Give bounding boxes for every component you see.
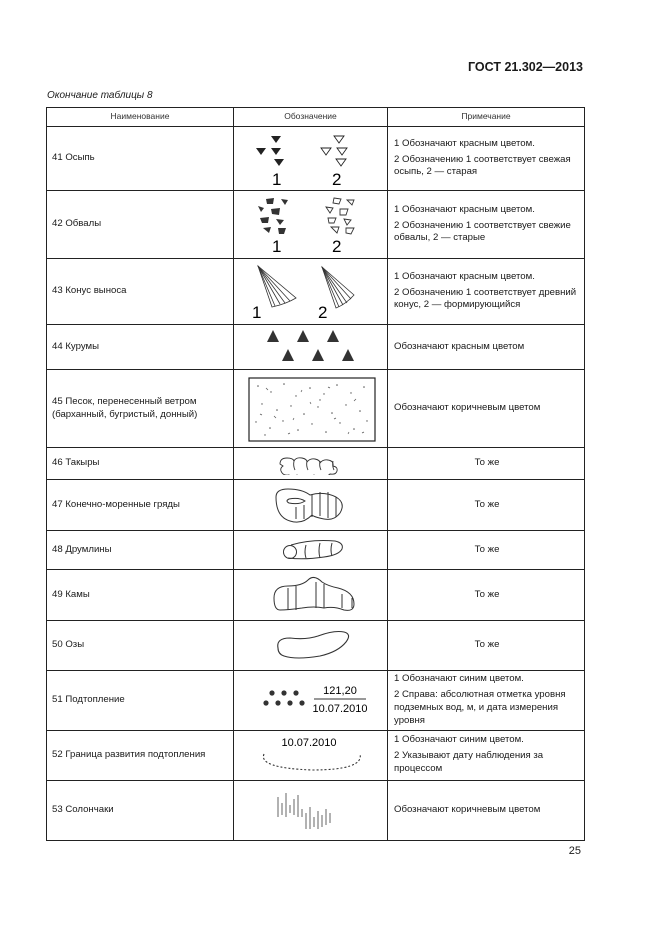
row-name: 51 Подтопление	[47, 671, 234, 731]
row-name: 44 Курумы	[47, 325, 234, 370]
row-note	[388, 671, 585, 731]
note-line: То же	[474, 457, 500, 469]
row-symbol	[234, 570, 388, 621]
row-note	[388, 259, 585, 325]
note-line: 2 Справа: абсолютная отметка уровня подземных вод, м, и дата измерения уровня	[394, 688, 566, 726]
row-symbol	[234, 621, 388, 671]
row-note	[388, 127, 585, 191]
note-line: 2 Обозначению 1 соответствует свежая осыпь, 2 — старая	[394, 153, 571, 178]
note-line: 1 Обозначают красным цветом.	[394, 203, 535, 215]
row-name: 41 Осыпь	[47, 127, 234, 191]
row-note	[388, 448, 585, 480]
row-symbol	[234, 259, 388, 325]
row-note	[388, 480, 585, 531]
note-line: То же	[474, 543, 500, 555]
row-name: 53 Солончаки	[47, 780, 234, 840]
observation-date-label: 10.07.2010	[280, 737, 337, 750]
takyr-symbol	[236, 453, 386, 475]
row-name: 52 Граница развития подтопления	[47, 730, 234, 780]
row-name: 45 Песок, перенесенный ветром (барханный, бугристый, донный)	[47, 370, 234, 448]
row-note	[388, 570, 585, 621]
page-number: 25	[568, 845, 581, 857]
row-symbol	[234, 730, 388, 780]
solonchak-symbol	[236, 783, 386, 837]
wind-sand-symbol	[236, 374, 386, 444]
note-line: 1 Обозначают синим цветом.	[394, 673, 524, 684]
row-symbol	[234, 370, 388, 448]
row-name: 42 Обвалы	[47, 191, 234, 259]
table-row	[47, 127, 585, 191]
kurum-symbol	[236, 327, 386, 367]
note-line: 2 Указывают дату наблюдения за процессом	[394, 750, 544, 775]
row-note	[388, 730, 585, 780]
row-symbol	[234, 191, 388, 259]
column-header-name: Наименование	[47, 108, 234, 127]
note-line: 1 Обозначают красным цветом.	[394, 270, 535, 282]
note-line: То же	[474, 588, 500, 600]
table-row	[47, 259, 585, 325]
symbols-table	[46, 107, 585, 841]
symbol-label: 2	[331, 169, 341, 189]
symbol-label: 1	[271, 236, 281, 256]
row-symbol	[234, 531, 388, 570]
row-note	[388, 370, 585, 448]
table-row	[47, 531, 585, 570]
row-symbol	[234, 780, 388, 840]
column-header-symbol: Обозначение	[234, 108, 388, 127]
row-symbol	[234, 671, 388, 731]
row-name: 48 Друмлины	[47, 531, 234, 570]
table-row	[47, 191, 585, 259]
row-symbol	[234, 480, 388, 531]
note-line: То же	[474, 639, 500, 651]
row-name: 47 Конечно-моренные гряды	[47, 480, 234, 531]
table-row	[47, 730, 585, 780]
row-symbol	[234, 127, 388, 191]
row-note	[388, 191, 585, 259]
table-row	[47, 671, 585, 731]
table-row	[47, 621, 585, 671]
measurement-date-label: 10.07.2010	[311, 703, 368, 716]
row-name: 46 Такыры	[47, 448, 234, 480]
symbol-label: 2	[331, 236, 341, 256]
row-name: 49 Камы	[47, 570, 234, 621]
scree-symbol	[236, 129, 386, 189]
note-line: То же	[474, 498, 500, 510]
table-row	[47, 780, 585, 840]
note-line: 2 Обозначению 1 соответствует древний конус, 2 — формирующийся	[394, 286, 577, 311]
note-line: Обозначают красным цветом	[394, 340, 525, 352]
row-name: 50 Озы	[47, 621, 234, 671]
note-line: 2 Обозначению 1 соответствует свежие обвалы, 2 — старые	[394, 219, 571, 244]
note-line: Обозначают коричневым цветом	[394, 803, 541, 815]
esker-symbol	[236, 626, 386, 666]
note-line: Обозначают коричневым цветом	[394, 402, 541, 414]
symbol-label: 1	[271, 169, 281, 189]
table-row	[47, 370, 585, 448]
note-line: 1 Обозначают красным цветом.	[394, 137, 535, 149]
row-note	[388, 325, 585, 370]
waterlogging-boundary-symbol	[236, 734, 386, 776]
table-row	[47, 480, 585, 531]
note-line: 1 Обозначают синим цветом.	[394, 734, 524, 746]
column-header-note: Примечание	[388, 108, 585, 127]
row-note	[388, 531, 585, 570]
document-code: ГОСТ 21.302—2013	[467, 60, 583, 74]
waterlogging-symbol	[236, 675, 386, 725]
symbol-label: 1	[251, 302, 261, 322]
row-symbol	[234, 448, 388, 480]
row-note	[388, 780, 585, 840]
table-row	[47, 570, 585, 621]
rockfall-symbol	[236, 194, 386, 256]
table-row	[47, 448, 585, 480]
symbol-label: 2	[317, 302, 327, 322]
row-symbol	[234, 325, 388, 370]
row-note	[388, 621, 585, 671]
alluvial-fan-symbol	[236, 262, 386, 322]
drumlin-symbol	[236, 535, 386, 565]
row-name: 43 Конус выноса	[47, 259, 234, 325]
table-row	[47, 325, 585, 370]
groundwater-level-label: 121,20	[322, 685, 357, 698]
table-header-row	[47, 108, 585, 127]
terminal-moraine-symbol	[236, 483, 386, 527]
kame-symbol	[236, 572, 386, 618]
table-caption: Окончание таблицы 8	[47, 90, 153, 101]
